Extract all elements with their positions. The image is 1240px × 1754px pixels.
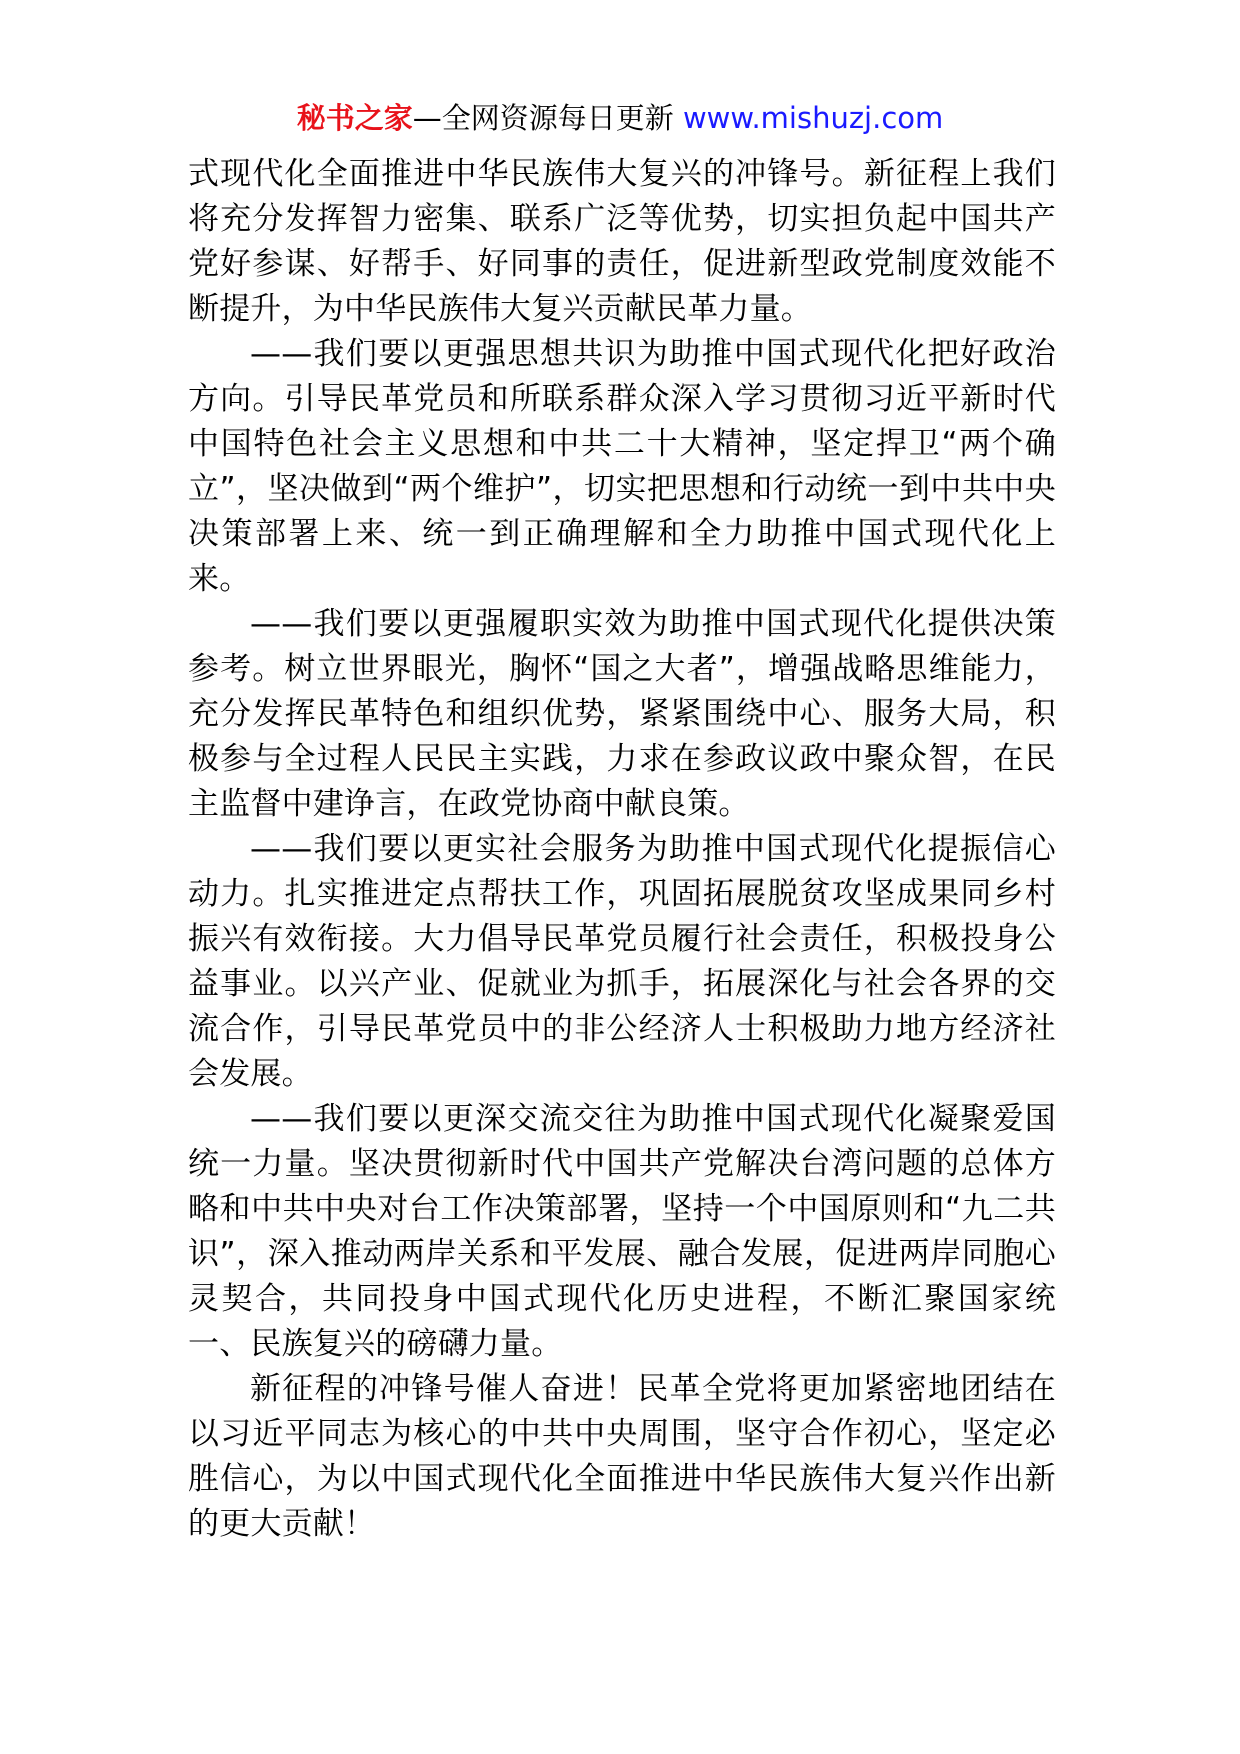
page-header (0, 98, 1240, 138)
article-body (188, 152, 1056, 1547)
article-paragraph: ——我们要以更实社会服务为助推中国式现代化提振信心动力。扎实推进定点帮扶工作，巩固拓展脱贫攻坚成果同乡村振兴有效衔接。大力倡导民革党员履行社会责任，积极投身公益事业。以兴产业、促就业为抓手，拓展深化与社会各界的交流合作，引导民革党员中的非公经济人士积极助力地方经济社会发展。 (188, 831, 1056, 1092)
article-paragraph: ——我们要以更深交流交往为助推中国式现代化凝聚爱国统一力量。坚决贯彻新时代中国共产党解决台湾问题的总体方略和中共中央对台工作决策部署，坚持一个中国原则和“九二共识”，深入推动两岸关系和平发展、融合发展，促进两岸同胞心灵契合，共同投身中国式现代化历史进程，不断汇聚国家统一、民族复兴的磅礴力量。 (188, 1101, 1056, 1362)
article-paragraph: 式现代化全面推进中华民族伟大复兴的冲锋号。新征程上我们将充分发挥智力密集、联系广泛等优势，切实担负起中国共产党好参谋、好帮手、好同事的责任，促进新型政党制度效能不断提升，为中华民族伟大复兴贡献民革力量。 (188, 156, 1056, 327)
article-paragraph: ——我们要以更强思想共识为助推中国式现代化把好政治方向。引导民革党员和所联系群众深入学习贯彻习近平新时代中国特色社会主义思想和中共二十大精神，坚定捍卫“两个确立”，坚决做到“两个维护”，切实把思想和行动统一到中共中央决策部署上来、统一到正确理解和全力助推中国式现代化上来。 (188, 336, 1056, 597)
site-brand: 秘书之家 (296, 101, 413, 135)
site-tagline: —全网资源每日更新 (412, 101, 674, 135)
article-paragraph: 新征程的冲锋号催人奋进！民革全党将更加紧密地团结在以习近平同志为核心的中共中央周围，坚守合作初心，坚定必胜信心，为以中国式现代化全面推进中华民族伟大复兴作出新的更大贡献！ (188, 1371, 1056, 1542)
article-paragraph: ——我们要以更强履职实效为助推中国式现代化提供决策参考。树立世界眼光，胸怀“国之大者”，增强战略思维能力，充分发挥民革特色和组织优势，紧紧围绕中心、服务大局，积极参与全过程人民民主实践，力求在参政议政中聚众智，在民主监督中建诤言，在政党协商中献良策。 (188, 606, 1056, 822)
site-url-link[interactable]: www.mishuzj.com (682, 101, 944, 135)
